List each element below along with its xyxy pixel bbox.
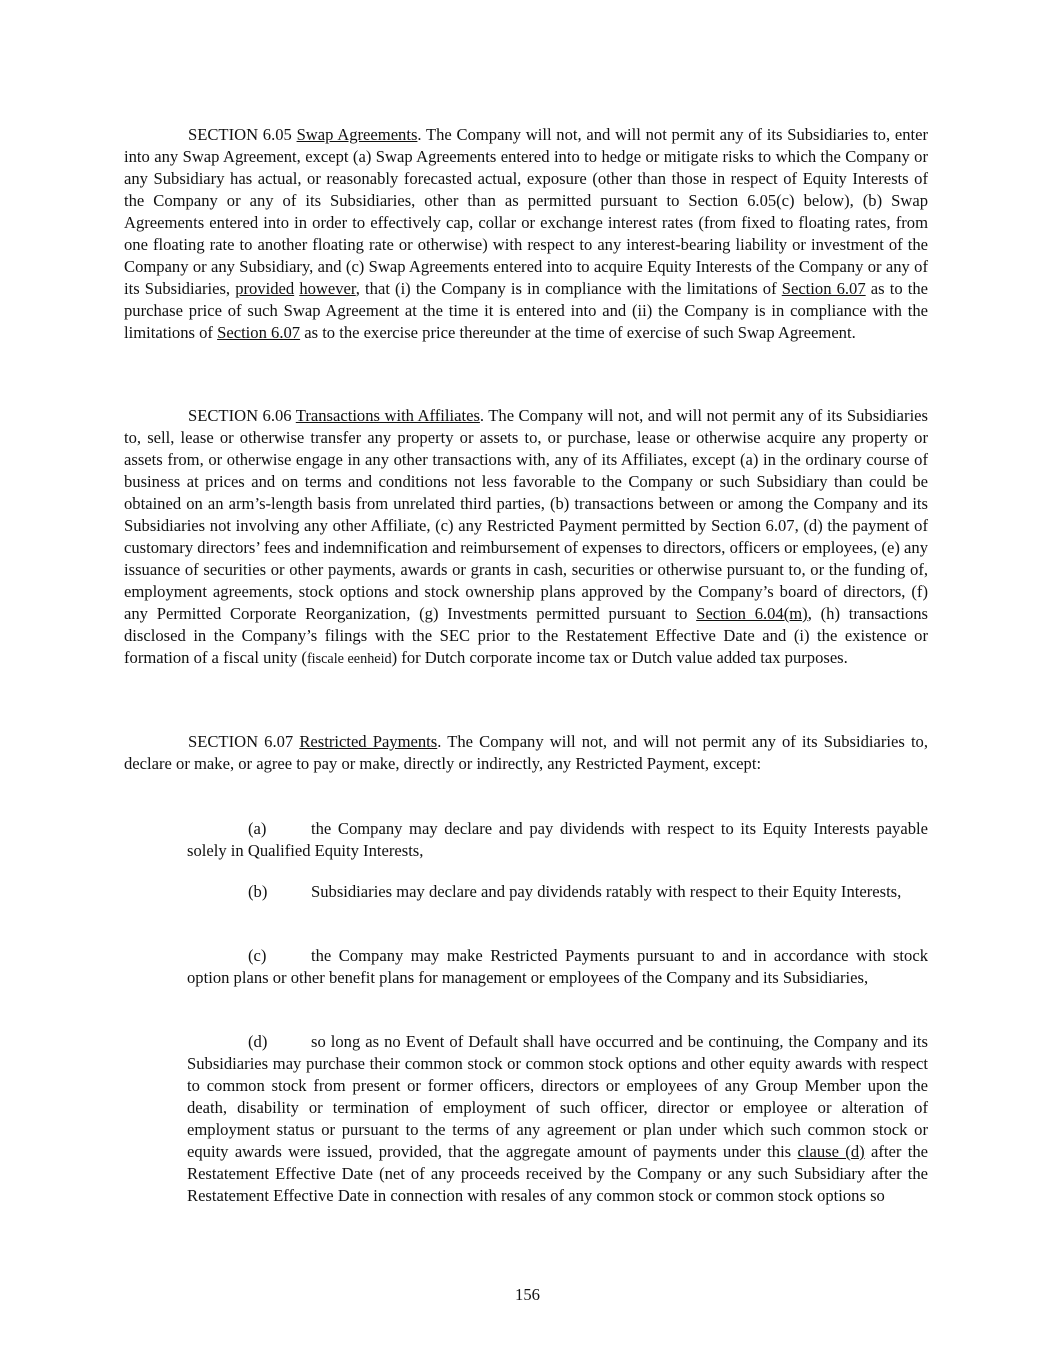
section-6-06-paragraph — [124, 405, 928, 670]
section-6-05-heading: SECTION 6.05 — [188, 125, 297, 144]
section-6-04m-reference: Section 6.04(m) — [696, 604, 808, 623]
fiscale-eenheid-term: fiscale eenheid — [306, 651, 392, 667]
clause-b-label: (b) — [248, 882, 268, 901]
clause-a-text: the Company may declare and pay dividends with respect to its Equity Interests payable solely in Qualified Equity Interests, — [187, 819, 928, 860]
section-6-05-paragraph — [124, 124, 928, 344]
clause-b-text: Subsidiaries may declare and pay dividends ratably with respect to their Equity Interests, — [311, 882, 902, 901]
section-6-05-text-1: . The Company will not, and will not permit any of its Subsidiaries to, enter into any Swap Agreement, except (a) Swap Agreements entered into to hedge or mitigate risks to which the Company or any Subsidiary has actual, or reasonably forecasted actual, exposure (other than those in respect of Equity Interests of the Company or any of its Subsidiaries, other than as permitted pursuant to Section 6.05(c) below), (b) Swap Agreements entered into in order to effectively cap, collar or exchange interest rates (from fixed to floating rates, from one floating rate to another floating rate or otherwise) with respect to any interest-bearing liability or investment of the Company or any Subsidiary, and (c) Swap Agreements entered into to acquire Equity Interests of the Company or any of its Subsidiaries, — [124, 125, 929, 298]
clause-d — [187, 1031, 928, 1207]
clause-d-reference: clause (d) — [797, 1142, 865, 1161]
section-6-07-paragraph — [124, 731, 928, 775]
section-6-07-heading: SECTION 6.07 — [188, 732, 300, 751]
section-6-06 — [124, 405, 928, 670]
section-6-06-text-1: . The Company will not, and will not permit any of its Subsidiaries to, sell, lease or otherwise transfer any property or assets to, or purchase, lease or otherwise acquire any property or assets from, or otherwise engage in any other transactions with, any of its Affiliates, except (a) in the ordinary course of business at prices and on terms and conditions not less favorable to the Company or such Subsidiary than could be obtained on an arm’s-length basis from unrelated third parties, (b) transactions between or among the Company and its Subsidiaries not involving any other Affiliate, (c) any Restricted Payment permitted by Section 6.07, (d) the payment of customary directors’ fees and indemnification and reimbursement of expenses to directors, officers or employees, (e) any issuance of securities or other payments, awards or grants in cash, securities or otherwise pursuant to, or the funding of, employment agreements, stock options and stock ownership plans approved by the Company’s board of directors, (f) any Permitted Corporate Reorganization, (g) Investments permitted pursuant to — [124, 406, 928, 623]
clause-c-label: (c) — [248, 946, 267, 965]
clause-a — [187, 818, 928, 862]
section-6-05-text-2: , that (i) the Company is in compliance with the limitations of — [355, 279, 782, 298]
section-6-05-title: Swap Agreements — [296, 125, 418, 144]
section-6-07 — [124, 731, 928, 775]
section-6-06-text-3: ) for Dutch corporate income tax or Dutch value added tax purposes. — [391, 648, 848, 667]
clause-c — [187, 945, 928, 989]
however-term: however — [299, 279, 356, 298]
section-6-05 — [124, 124, 928, 344]
clause-d-paragraph — [187, 1031, 928, 1207]
section-6-06-text-2: , (h) transactions disclosed in the Company’s filings with the SEC prior to the Restatement Effective Date and (i) the existence or formation of a fiscal unity ( — [124, 604, 928, 667]
clause-c-paragraph — [187, 945, 928, 989]
clause-b — [187, 881, 928, 903]
clause-a-label: (a) — [248, 819, 267, 838]
clause-b-paragraph — [187, 881, 928, 903]
section-6-06-heading: SECTION 6.06 — [188, 406, 296, 425]
section-6-07-text: . The Company will not, and will not permit any of its Subsidiaries to, declare or make, or agree to pay or make, directly or indirectly, any Restricted Payment, except: — [124, 732, 928, 773]
clause-a-paragraph — [187, 818, 928, 862]
clause-d-text-1: so long as no Event of Default shall have occurred and be continuing, the Company and its Subsidiaries may purchase their common stock or common stock options and other equity awards with respect to common stock from present or former officers, directors or employees of any Group Member upon the death, disability or termination of employment of such officer, director or employee or alteration of employment status or pursuant to the terms of any agreement or plan under which such common stock or equity awards were issued, provided, that the aggregate amount of payments under this — [187, 1032, 928, 1161]
section-6-07-reference: Section 6.07 — [217, 323, 301, 342]
clause-d-text-2: after the Restatement Effective Date (net of any proceeds received by the Company or any such Subsidiary after the Restatement Effective Date in connection with resales of any common stock or common stock options so — [187, 1142, 929, 1205]
section-6-05-text-3: as to the purchase price of such Swap Agreement at the time it is entered into and (ii) the Company is in compliance with the limitations of — [124, 279, 929, 342]
section-6-05-text-4: as to the exercise price thereunder at the time of exercise of such Swap Agreement. — [300, 323, 856, 342]
page-number: 156 — [515, 1285, 540, 1304]
provided-term: provided — [235, 279, 295, 298]
clause-c-text: the Company may make Restricted Payments pursuant to and in accordance with stock option plans or other benefit plans for management or employees of the Company and its Subsidiaries, — [187, 946, 928, 987]
section-6-06-title: Transactions with Affiliates — [295, 406, 480, 425]
section-6-07-title: Restricted Payments — [299, 732, 438, 751]
section-6-07-reference: Section 6.07 — [781, 279, 866, 298]
clause-d-label: (d) — [248, 1032, 268, 1051]
